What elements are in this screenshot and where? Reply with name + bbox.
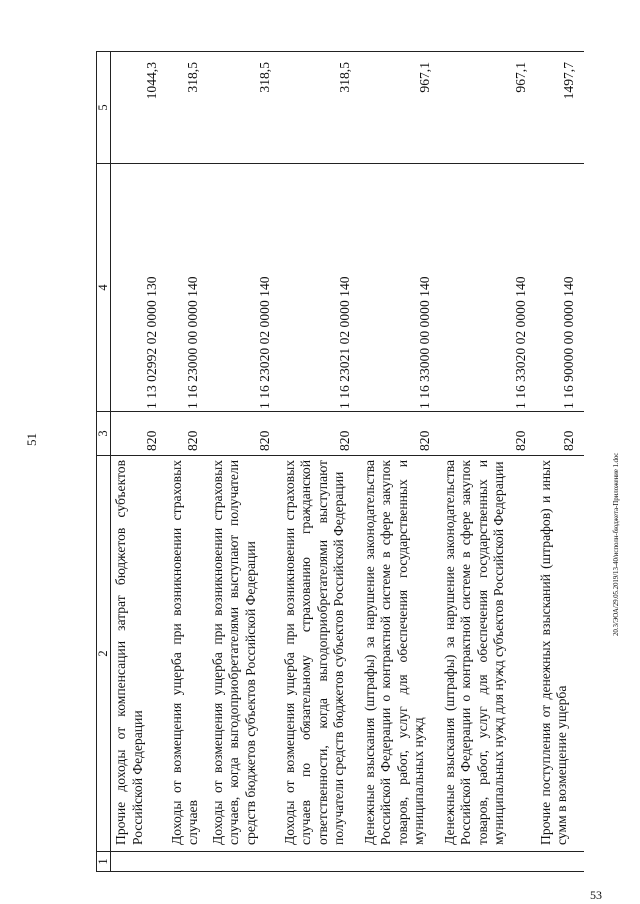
column-header: 4 xyxy=(97,164,111,412)
row-name: Прочие поступления от денежных взысканий (штрафов) и иных сумм в возмещение ущерба xyxy=(536,456,584,852)
row-budget-code: 1 16 23000 00 0000 140 xyxy=(167,164,208,412)
row-name: Доходы от возмещения ущерба при возникновении страховых случаев по обязательному страхованию гражданской ответственности, когда выгодоприобретателями выступают получатели средств бюджетов субъектов Российской Федерации xyxy=(280,456,360,852)
revenue-table xyxy=(96,51,584,872)
row-admin-code: 820 xyxy=(536,412,584,456)
row-budget-code: 1 13 02992 02 0000 130 xyxy=(111,164,167,412)
footer-stamp: 20.3/ЭОА/29.05.2019/13-40/исполн-бюджета-Приложение 1.doc xyxy=(612,452,620,636)
row-name: Денежные взыскания (штрафы) за нарушение законодательства Российской Федерации о контрактной системе в сфере закупок товаров, работ, услуг для обеспечения государственных и муниципальных нужд xyxy=(360,456,440,852)
table-row xyxy=(167,52,208,872)
table-row xyxy=(280,52,360,872)
row-value: 1497,7 xyxy=(536,52,584,164)
row-value: 967,1 xyxy=(360,52,440,164)
row-budget-code: 1 16 33000 00 0000 140 xyxy=(360,164,440,412)
table-row xyxy=(111,52,167,872)
row-value: 318,5 xyxy=(167,52,208,164)
row-budget-code: 1 16 23021 02 0000 140 xyxy=(280,164,360,412)
row-admin-code: 820 xyxy=(440,412,536,456)
column-header: 1 xyxy=(97,852,111,872)
row-budget-code: 1 16 23020 02 0000 140 xyxy=(208,164,280,412)
row-admin-code: 820 xyxy=(280,412,360,456)
row-name: Прочие доходы от компенсации затрат бюджетов субъектов Российской Федерации xyxy=(111,456,167,852)
row-value: 318,5 xyxy=(208,52,280,164)
row-value: 318,5 xyxy=(280,52,360,164)
page-number: 51 xyxy=(24,433,39,446)
corner-page-number: 53 xyxy=(590,888,602,902)
column-header: 2 xyxy=(97,456,111,852)
table-row xyxy=(536,52,584,872)
table-row xyxy=(440,52,536,872)
column-header: 5 xyxy=(97,52,111,164)
rotated-table-container xyxy=(96,52,590,872)
row-name: Денежные взыскания (штрафы) за нарушение законодательства Российской Федерации о контрактной системе в сфере закупок товаров, работ, услуг для обеспечения государственных и муниципальных нужд для нужд субъектов Российской Федерации xyxy=(440,456,536,852)
table-row xyxy=(208,52,280,872)
row-admin-code: 820 xyxy=(208,412,280,456)
row-admin-code: 820 xyxy=(111,412,167,456)
row-admin-code: 820 xyxy=(167,412,208,456)
row-budget-code: 1 16 90000 00 0000 140 xyxy=(536,164,584,412)
row-value: 1044,3 xyxy=(111,52,167,164)
row-value: 967,1 xyxy=(440,52,536,164)
row-name: Доходы от возмещения ущерба при возникновении страховых случаев, когда выгодоприобретателями выступают получатели средств бюджетов субъектов Российской Федерации xyxy=(208,456,280,852)
column-header: 3 xyxy=(97,412,111,456)
row-budget-code: 1 16 33020 02 0000 140 xyxy=(440,164,536,412)
table-row xyxy=(360,52,440,872)
row-admin-code: 820 xyxy=(360,412,440,456)
table-header-row xyxy=(97,52,111,872)
row-name: Доходы от возмещения ущерба при возникновении страховых случаев xyxy=(167,456,208,852)
